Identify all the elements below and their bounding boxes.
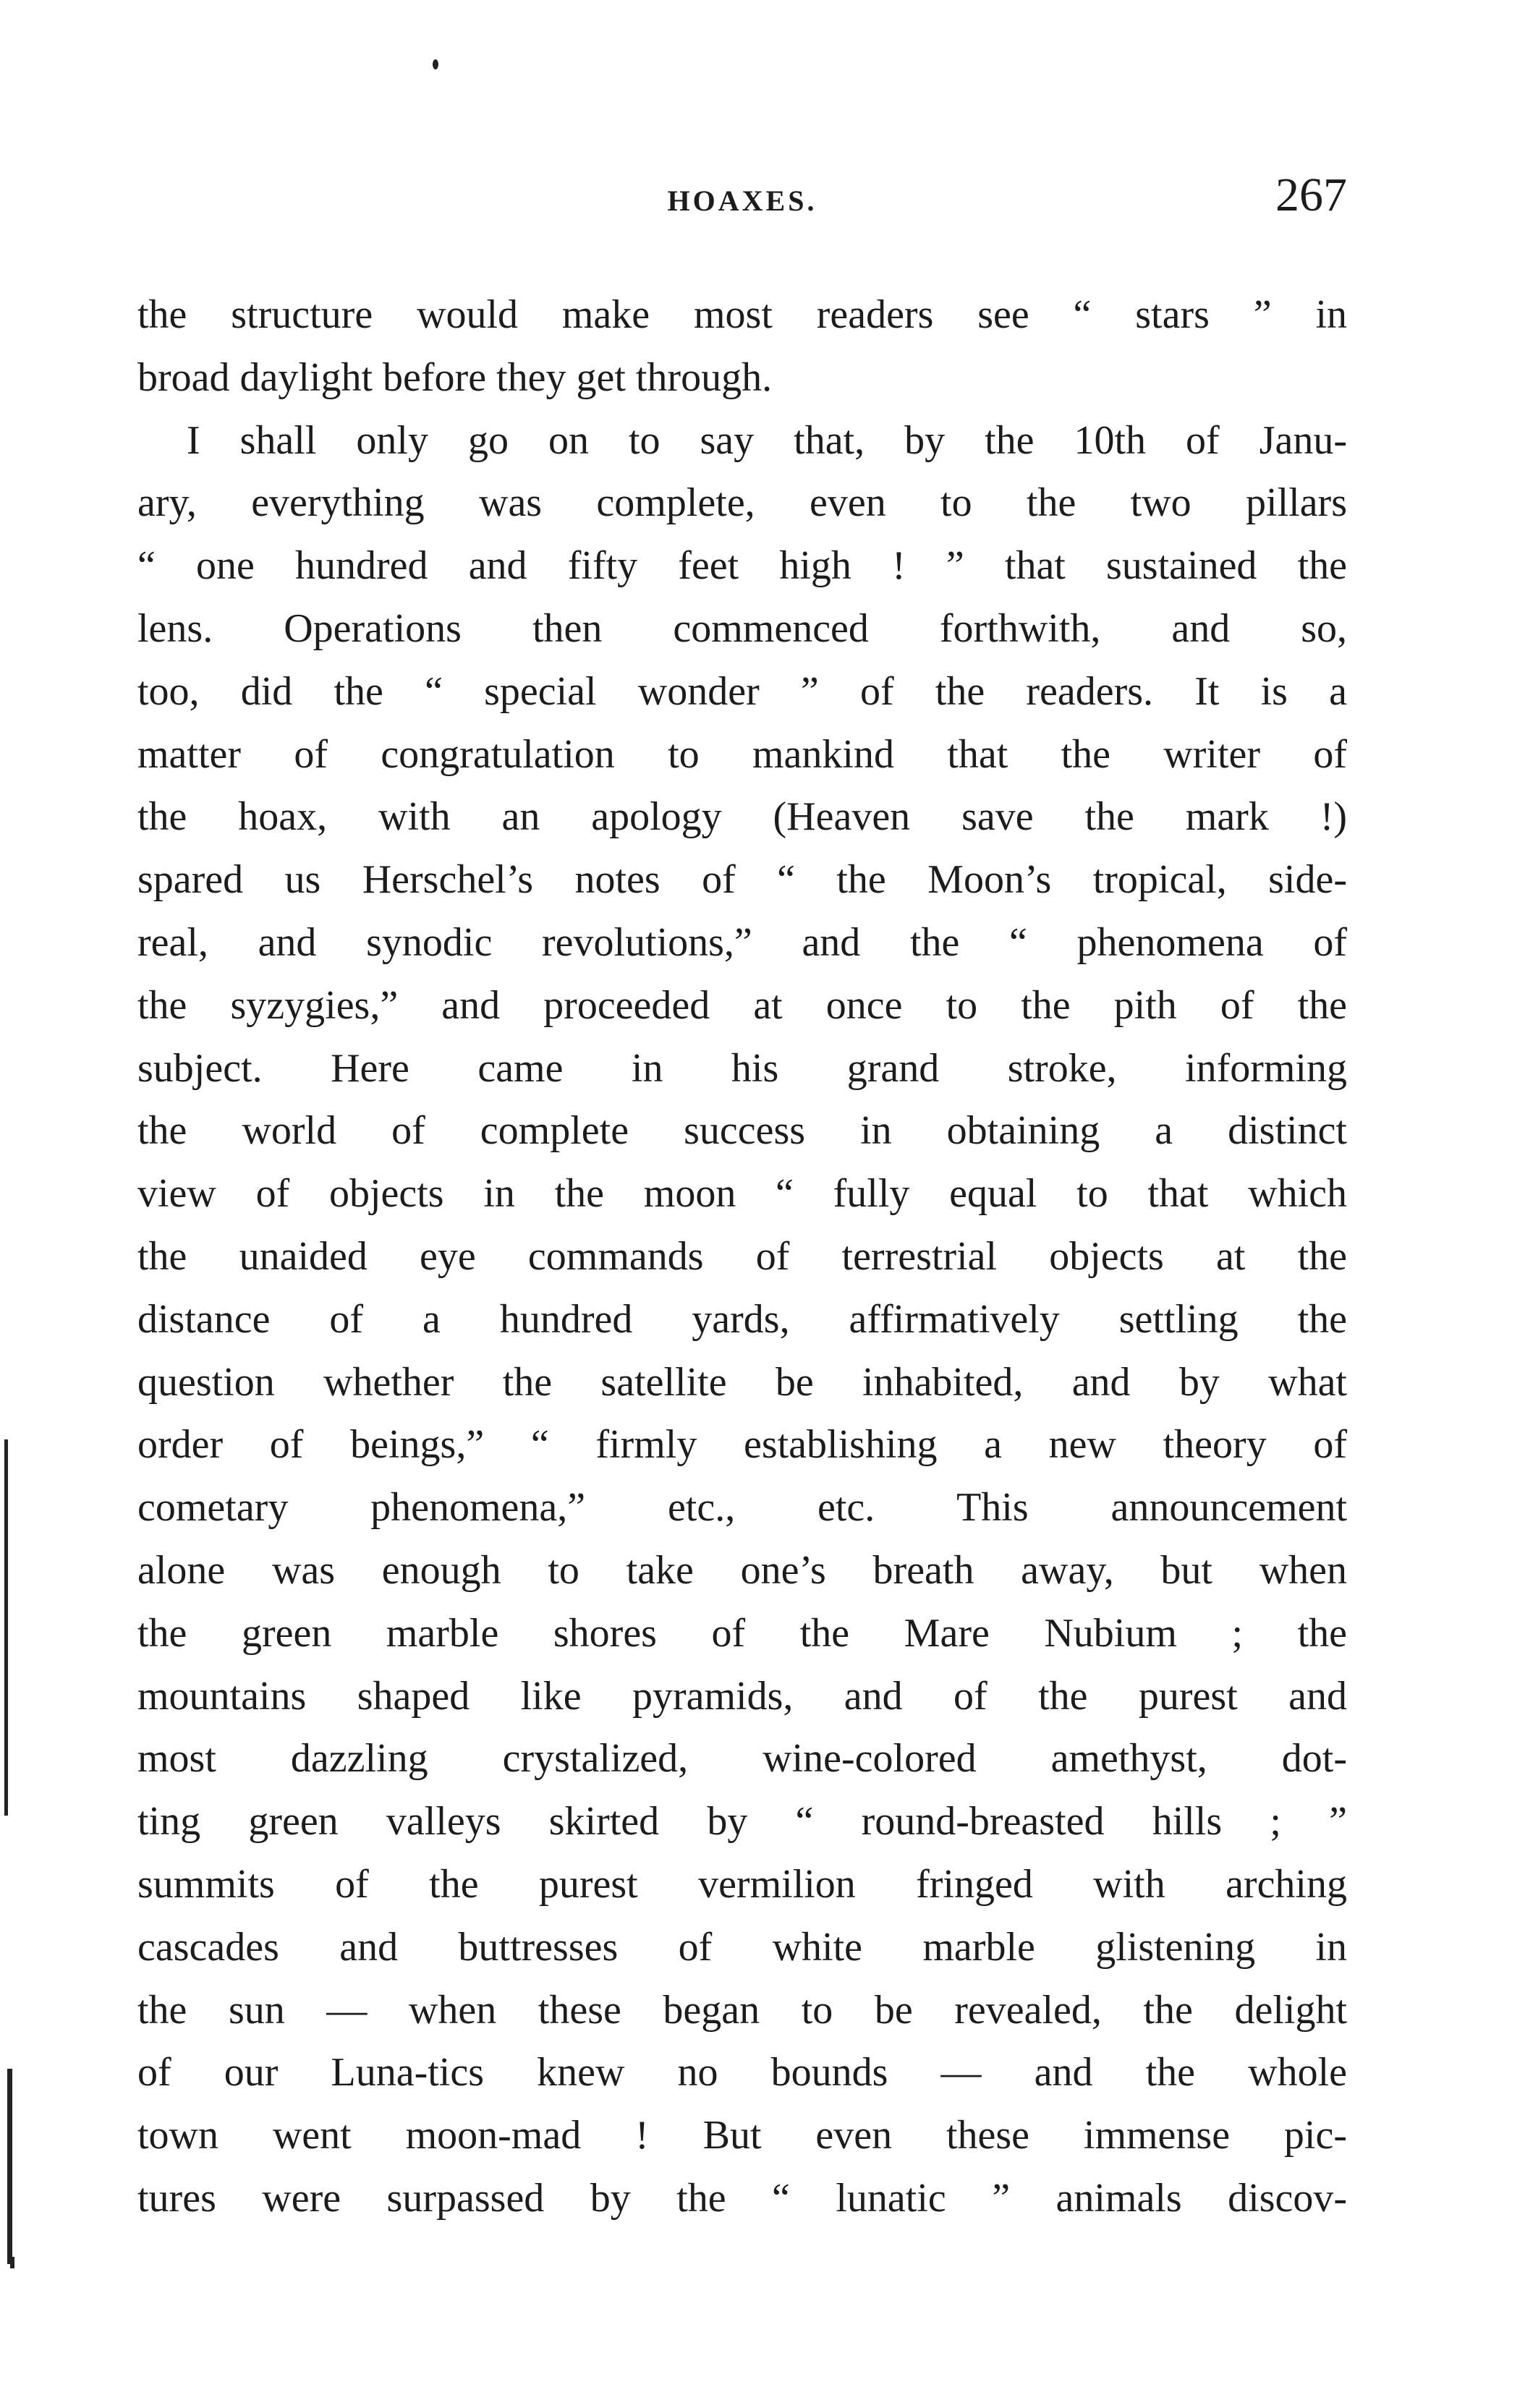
text-line: view of objects in the moon “ fully equal to that which [137, 1171, 1347, 1217]
body-text [137, 284, 1347, 2230]
text-line: town went moon-mad ! But even these immense pic- [137, 2113, 1347, 2158]
text-line: matter of congratulation to mankind that the writer of [137, 731, 1347, 777]
text-line: question whether the satellite be inhabited, and by what [137, 1359, 1347, 1405]
text-line: alone was enough to take one’s breath away, but when [137, 1547, 1347, 1593]
text-line: most dazzling crystalized, wine-colored amethyst, dot- [137, 1736, 1347, 1782]
text-line: broad daylight before they get through. [137, 354, 773, 400]
text-line: “ one hundred and fifty feet high ! ” that sustained the [137, 543, 1347, 589]
text-line: summits of the purest vermilion fringed with arching [137, 1861, 1347, 1907]
binding-edge-mark [4, 1439, 8, 1816]
text-line: spared us Herschel’s notes of “ the Moon’s tropical, side- [137, 857, 1347, 903]
text-line: I shall only go on to say that, by the 10th of Janu- [187, 417, 1347, 463]
text-line: mountains shaped like pyramids, and of the purest and [137, 1673, 1347, 1719]
text-line: real, and synodic revolutions,” and the “ phenomena of [137, 919, 1347, 965]
text-line: distance of a hundred yards, affirmatively settling the [137, 1296, 1347, 1342]
text-line: cometary phenomena,” etc., etc. This announcement [137, 1485, 1347, 1531]
page-header [137, 168, 1347, 240]
text-line: ary, everything was complete, even to the two pillars [137, 480, 1347, 526]
ink-speck [433, 59, 438, 69]
binding-edge-mark [10, 2257, 14, 2268]
text-line: too, did the “ special wonder ” of the readers. It is a [137, 668, 1347, 714]
text-line: the hoax, with an apology (Heaven save the mark !) [137, 794, 1347, 840]
text-line: of our Luna-tics knew no bounds — and the whole [137, 2050, 1347, 2096]
text-line: the structure would make most readers see “ stars ” in [137, 292, 1347, 337]
page-number: 267 [1275, 169, 1347, 221]
text-line: tures were surpassed by the “ lunatic ” animals discov- [137, 2175, 1347, 2221]
text-line: the syzygies,” and proceeded at once to the pith of the [137, 982, 1347, 1028]
running-head: HOAXES. [667, 184, 817, 217]
text-line: the green marble shores of the Mare Nubium ; the [137, 1610, 1347, 1656]
text-line: subject. Here came in his grand stroke, informing [137, 1045, 1347, 1091]
text-line: the world of complete success in obtaining a distinct [137, 1108, 1347, 1154]
text-line: the sun — when these began to be revealed, the delight [137, 1987, 1347, 2033]
text-line: the unaided eye commands of terrestrial objects at the [137, 1233, 1347, 1279]
text-line: cascades and buttresses of white marble glistening in [137, 1924, 1347, 1970]
binding-edge-mark [7, 2069, 12, 2264]
text-line: order of beings,” “ firmly establishing a new theory of [137, 1422, 1347, 1468]
text-line: ting green valleys skirted by “ round-breasted hills ; ” [137, 1799, 1347, 1845]
text-line: lens. Operations then commenced forthwith, and so, [137, 605, 1347, 651]
